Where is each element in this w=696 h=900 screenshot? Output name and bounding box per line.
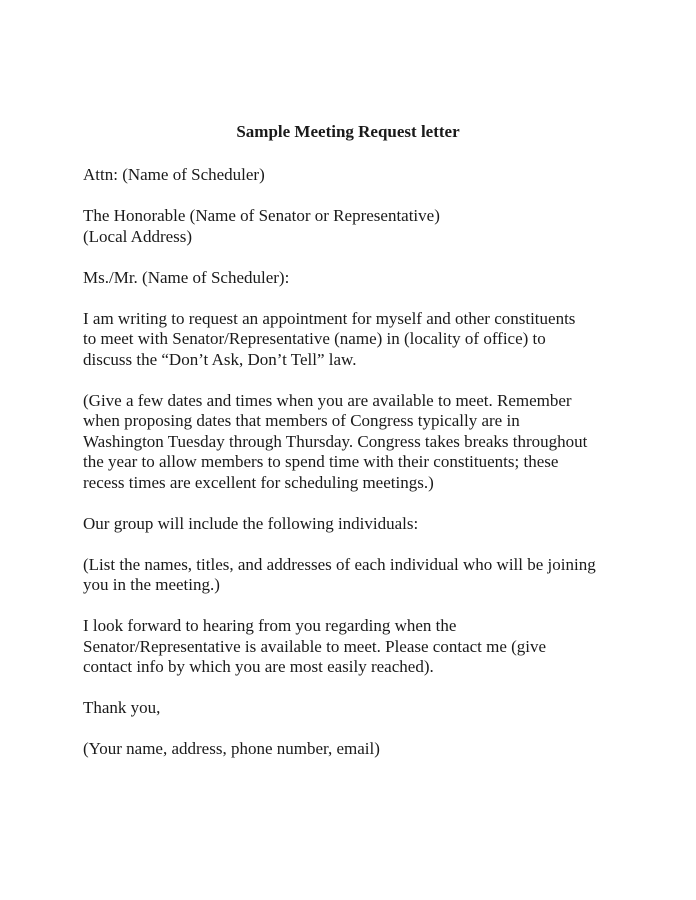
recipient-address: (Local Address)	[83, 226, 193, 246]
paragraph-line: when proposing dates that members of Congress typically are in	[83, 411, 520, 430]
paragraph-line: the year to allow members to spend time with their constituents; these	[83, 452, 559, 471]
signature-text: (Your name, address, phone number, email)	[83, 739, 380, 758]
paragraph-line: to meet with Senator/Representative (name) in (locality of office) to	[83, 329, 546, 348]
paragraph-line: I look forward to hearing from you regarding when the	[83, 616, 457, 635]
paragraph-line: Washington Tuesday through Thursday. Congress takes breaks throughout	[83, 431, 588, 451]
paragraph-line: discuss the “Don’t Ask, Don’t Tell” law.	[83, 349, 357, 369]
attn-line	[83, 165, 623, 186]
paragraph-dates	[83, 391, 623, 494]
recipient-name: The Honorable (Name of Senator or Representative)	[83, 206, 440, 225]
paragraph-line: Senator/Representative is available to meet. Please contact me (give	[83, 636, 547, 656]
letter-body	[83, 165, 623, 780]
paragraph-request	[83, 309, 623, 371]
recipient-block	[83, 206, 623, 247]
paragraph-line: Our group will include the following individuals:	[83, 513, 419, 533]
signature	[83, 739, 623, 760]
closing	[83, 698, 623, 719]
closing-text: Thank you,	[83, 698, 161, 717]
paragraph-list	[83, 555, 623, 596]
paragraph-line: (List the names, titles, and addresses of each individual who will be joining	[83, 554, 596, 574]
letter-title: Sample Meeting Request letter	[236, 122, 460, 141]
paragraph-line: I am writing to request an appointment for myself and other constituents	[83, 308, 576, 328]
salutation-text: Ms./Mr. (Name of Scheduler):	[83, 267, 290, 287]
salutation	[83, 268, 623, 289]
attn-text: Attn: (Name of Scheduler)	[83, 165, 265, 184]
paragraph-group	[83, 514, 623, 535]
paragraph-line: contact info by which you are most easily reached).	[83, 657, 434, 676]
paragraph-followup	[83, 616, 623, 678]
paragraph-line: (Give a few dates and times when you are available to meet. Remember	[83, 390, 572, 410]
paragraph-line: you in the meeting.)	[83, 575, 220, 594]
paragraph-line: recess times are excellent for scheduling meetings.)	[83, 472, 434, 492]
